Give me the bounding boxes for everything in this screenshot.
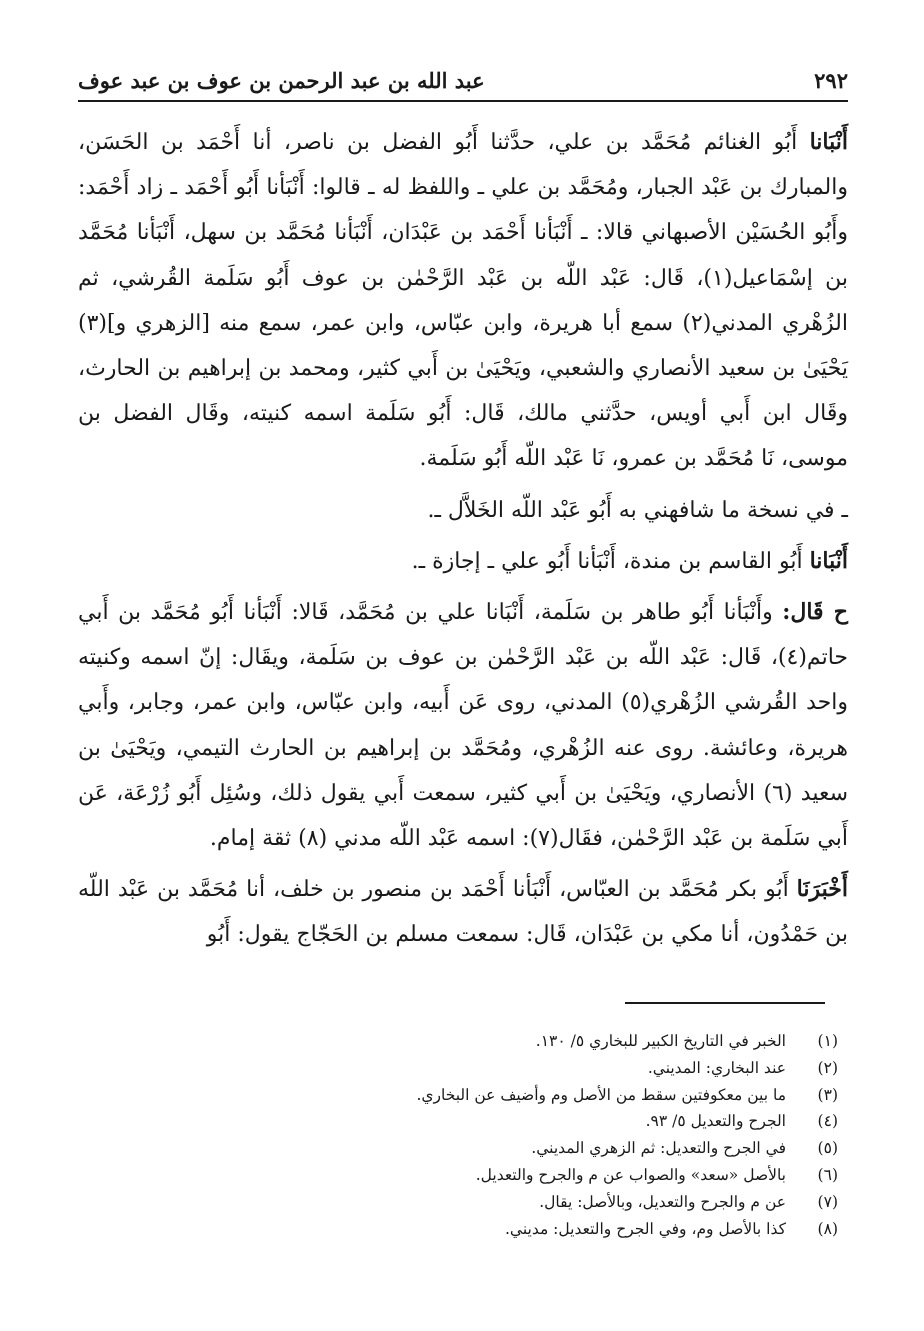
footnote: [78, 1162, 838, 1189]
paragraph: [78, 120, 848, 482]
footnote: [78, 1108, 838, 1135]
footnote: [78, 1189, 838, 1216]
header-rule: [78, 100, 848, 102]
running-title: عبد الله بن عبد الرحمن بن عوف بن عبد عوف: [78, 67, 485, 93]
footnote-text: بالأصل «سعد» والصواب عن م والجرح والتعديل.: [475, 1165, 786, 1184]
footnote-text: عند البخاري: المديني.: [647, 1058, 786, 1077]
footnote-text: كذا بالأصل وم، وفي الجرح والتعديل: مديني.: [504, 1219, 786, 1238]
footnote-number: (٦): [817, 1165, 838, 1184]
main-text: [78, 120, 848, 958]
paragraph-text: أَبُو الغنائم مُحَمَّد بن علي، حدَّثنا أَبُو الفضل بن ناصر، أنا أَحْمَد بن الحَسَن، والمبارك بن عَبْد الجبار، ومُحَمَّد بن علي ـ واللفظ له ـ قالوا: أَنْبَأنا أَبُو أَحْمَد ـ زاد أَحْمَد: وأَبُو الحُسَيْن الأصبهاني قالا: ـ أَنْبَأنا أَحْمَد بن عَبْدَان، أَنْبَأنا مُحَمَّد بن سهل، أَنْبَأنا مُحَمَّد بن إسْمَاعيل(١)، قَال: عَبْد اللّه بن عَبْد الرَّحْمٰن بن عوف أَبُو سَلَمة القُرشي، ثم الزُهْري المدني(٢) سمع أبا هريرة، وابن عبّاس، وابن عمر، سمع منه [الزهري و](٣) يَحْيَىٰ بن سعيد الأنصاري والشعبي، ويَحْيَىٰ بن أَبي كثير، ومحمد بن إبراهيم بن الحارث، وقَال ابن أَبي أويس، حدَّثني مالك، قَال: أَبُو سَلَمة اسمه كنيته، وقَال الفضل بن موسى، نَا مُحَمَّد بن عمرو، نَا عَبْد اللّه أَبُو سَلَمة.: [78, 130, 848, 472]
page-header: [78, 62, 848, 98]
paragraph-text: أَبُو بكر مُحَمَّد بن العبّاس، أَنْبَأنا أَحْمَد بن منصور بن خلف، أنا مُحَمَّد بن عَبْد اللّه بن حَمْدُون، أنا مكي بن عَبْدَان، قَال: سمعت مسلم بن الحَجّاج يقول: أَبُو: [78, 877, 848, 948]
footnote-number: (٧): [817, 1192, 838, 1211]
footnote-number: (٢): [817, 1058, 838, 1077]
footnote-number: (٣): [817, 1085, 838, 1104]
paragraph-text: أَبُو القاسم بن مندة، أَنْبَأنا أَبُو علي ـ إجازة ـ.: [411, 548, 810, 574]
footnote-text: ما بين معكوفتين سقط من الأصل وم وأضيف عن البخاري.: [416, 1085, 786, 1104]
footnote-rule: [625, 1002, 825, 1004]
footnote: [78, 1135, 838, 1162]
footnote-number: (٤): [817, 1112, 838, 1131]
footnotes: [78, 1028, 838, 1242]
paragraph: [78, 867, 848, 957]
paragraph-text: وأَنْبَأنا أَبُو طاهر بن سَلَمة، أَنْبَانا علي بن مُحَمَّد، قَالا: أَنْبَأنا أَبُو مُحَمَّد بن أَبي حاتم(٤)، قَال: عَبْد اللّه بن عَبْد الرَّحْمٰن بن عوف بن سَلَمة، ويقَال: إنّ اسمه وكنيته واحد القُرشي الزُهْري(٥) المدني، روى عَن أَبيه، وابن عبّاس، وابن عمر، وجابر، وأَبي هريرة، وعائشة. روى عنه الزُهْري، ومُحَمَّد بن إبراهيم بن الحارث التيمي، ويَحْيَىٰ بن سعيد (٦) الأنصاري، ويَحْيَىٰ بن أَبي كثير، سمعت أَبي يقول ذلك، وسُئِل أَبُو زُرْعَة، عَن أَبي سَلَمة بن عَبْد الرَّحْمٰن، فقَال(٧): اسمه عَبْد اللّه مدني (٨) ثقة إمام.: [78, 600, 849, 852]
footnote: [78, 1082, 838, 1109]
footnote-number: (٨): [817, 1219, 838, 1238]
footnote-text: في الجرح والتعديل: ثم الزهري المديني.: [531, 1139, 786, 1158]
paragraph-text: ـ في نسخة ما شافهني به أَبُو عَبْد اللّه الخَلاَّل ـ.: [427, 497, 848, 523]
paragraph-lead: أَنْبَانا: [809, 547, 848, 574]
paragraph-lead: أَخْبَرَنَا: [796, 876, 848, 903]
footnote: [78, 1216, 838, 1243]
footnote: [78, 1055, 838, 1082]
footnote: [78, 1028, 838, 1055]
footnote-text: عن م والجرح والتعديل، وبالأصل: يقال.: [539, 1192, 786, 1211]
footnote-number: (١): [817, 1032, 838, 1050]
page-number: ٢٩٢: [814, 67, 848, 93]
footnote-number: (٥): [817, 1139, 838, 1158]
footnote-text: الخبر في التاريخ الكبير للبخاري ٥/ ١٣٠.: [535, 1032, 786, 1050]
footnote-text: الجرح والتعديل ٥/ ٩٣.: [645, 1112, 786, 1131]
paragraph-lead: أَنْبَانا: [809, 129, 848, 155]
paragraph-lead: ح قَال:: [782, 599, 848, 626]
paragraph: [78, 488, 848, 533]
paragraph: [78, 539, 848, 584]
paragraph: [78, 590, 848, 861]
